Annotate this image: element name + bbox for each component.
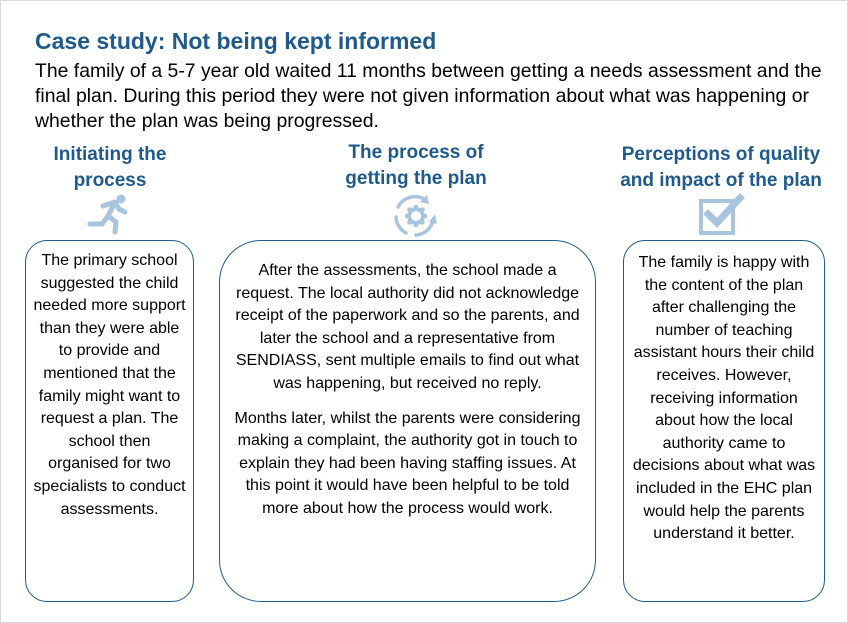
getting-plan-text-1: After the assessments, the school made a request. The local authority did not acknowledge receipt of the paperwork and so the parents, and later the school and a representative from SENDIASS, sent multiple emails to find out what was happening, but received no reply. (235, 262, 580, 392)
intro-paragraph: The family of a 5-7 year old waited 11 months between getting a needs assessment and the final plan. During this period they were not given information about what was happening or whether the plan was being progressed. (35, 60, 822, 132)
column-heading-process (306, 140, 526, 192)
checkbox-tick-icon (698, 192, 746, 236)
column-heading-line: The process of (348, 142, 484, 163)
quality-impact-box (623, 240, 825, 602)
column-heading-line: Initiating the (53, 144, 167, 165)
initiating-process-text: The primary school suggested the child needed more support than they were able to provide and mentioned that the family might want to request a plan. The school then organised for two specialists to conduct assessments. (33, 252, 186, 518)
column-heading-line: Perceptions of quality (621, 144, 821, 165)
column-heading-line: and impact of the plan (620, 170, 822, 191)
page-title: Case study: Not being kept informed (35, 28, 437, 54)
quality-impact-text: The family is happy with the content of the plan after challenging the number of teaching assistant hours their child receives. However, receiving information about how the local authority came to decisions about what was included in the EHC plan would help the parents understand it better. (632, 254, 816, 543)
gear-cycle-icon (391, 193, 439, 239)
column-heading-line: getting the plan (345, 168, 487, 189)
column-heading-perceptions (596, 142, 846, 194)
column-heading-initiating (20, 142, 200, 194)
getting-plan-box (219, 240, 596, 602)
initiating-process-box (25, 240, 194, 602)
column-heading-line: process (73, 170, 147, 191)
getting-plan-text-2: Months later, whilst the parents were considering making a complaint, the authority got in touch to explain they had been having staffing issues. At this point it would have been helpful to be told more about how the process would work. (234, 409, 581, 517)
running-person-icon (86, 194, 136, 236)
